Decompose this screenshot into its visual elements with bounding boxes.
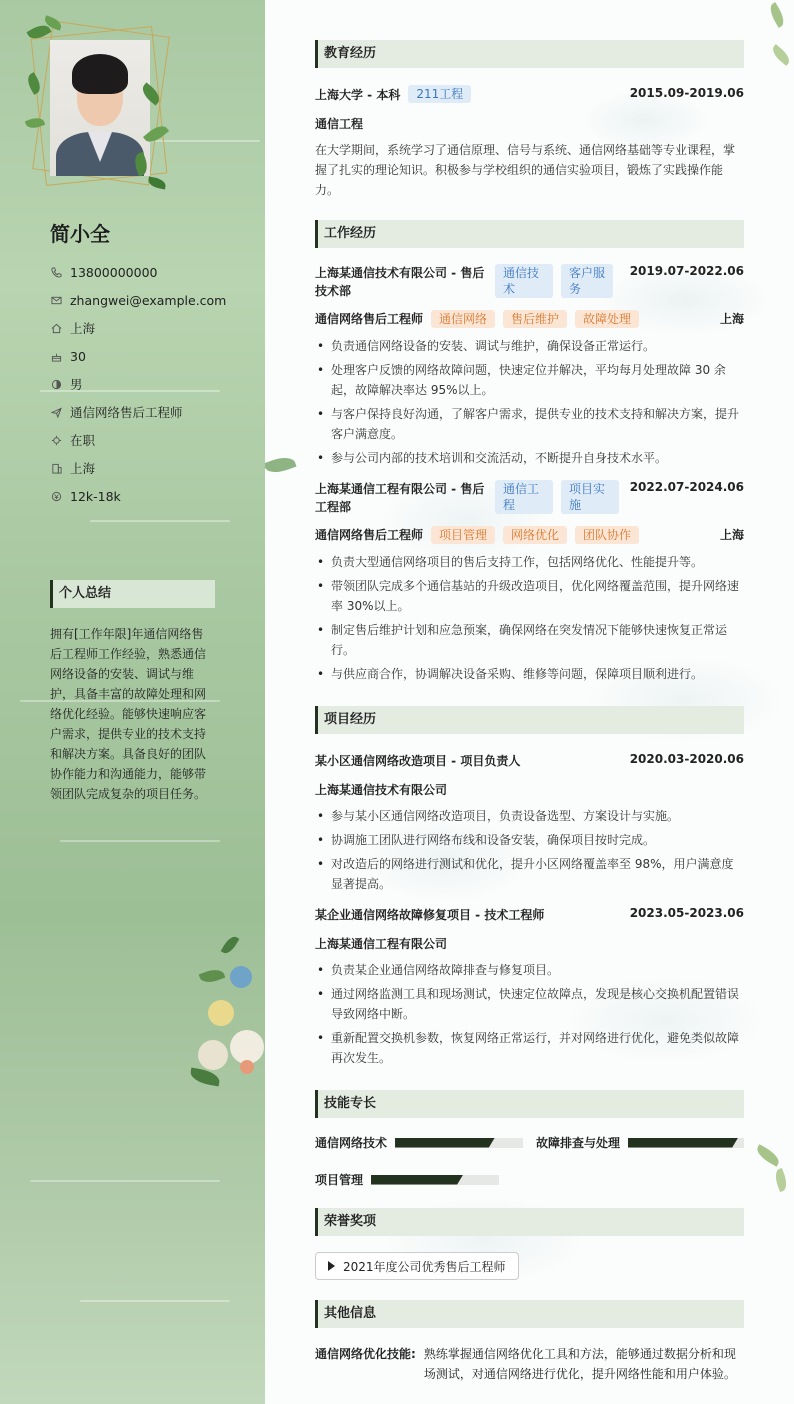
skill-bar-fill: [628, 1138, 738, 1148]
work-tag: 客户服务: [561, 264, 613, 298]
other-item: [315, 1344, 744, 1384]
work-section-title: 工作经历: [315, 220, 744, 248]
project-company: 上海某通信技术有限公司: [315, 783, 448, 797]
gender-icon: [50, 378, 62, 390]
education-header: [315, 86, 744, 103]
info-phone: [50, 258, 226, 286]
work-tag: 通信技术: [495, 264, 553, 298]
education-major: 通信工程: [315, 117, 364, 131]
work-role: 通信网络售后工程师: [315, 528, 424, 542]
project-header: [315, 752, 744, 769]
info-email: [50, 286, 226, 314]
project-bullet: • 协调施工团队进行网络布线和设备安装，确保项目按时完成。: [315, 830, 744, 850]
work-date: 2022.07-2024.06: [629, 480, 744, 494]
awards-list: [315, 1252, 744, 1280]
work-bullets: [315, 552, 744, 684]
work-role: 通信网络售后工程师: [315, 312, 424, 326]
send-icon: [50, 406, 62, 418]
project-company: 上海某通信工程有限公司: [315, 937, 448, 951]
project-bullet: • 重新配置交换机参数，恢复网络正常运行，并对网络进行优化，避免类似故障再次发生。: [315, 1028, 744, 1068]
skill-bar: [395, 1138, 523, 1148]
work-skill-tag: 项目管理: [431, 526, 495, 544]
info-status: [50, 426, 226, 454]
project-bullet: • 对改造后的网络进行测试和优化，提升小区网络覆盖率至 98%，用户满意度显著提高。: [315, 854, 744, 894]
work-company: 上海某通信技术有限公司 - 售后技术部: [315, 266, 485, 298]
education-school: 上海大学 - 本科: [315, 88, 401, 102]
project-date: 2023.05-2023.06: [629, 906, 744, 920]
work-bullet: • 与客户保持良好沟通，了解客户需求，提供专业的技术支持和解决方案，提升客户满意度。: [315, 404, 744, 444]
work-bullet: • 与供应商合作，协调解决设备采购、维修等问题，保障项目顺利进行。: [315, 664, 744, 684]
work-date: 2019.07-2022.06: [629, 264, 744, 278]
skill-bar-fill: [371, 1175, 463, 1185]
education-date: 2015.09-2019.06: [629, 86, 744, 100]
work-city: 上海: [719, 312, 744, 326]
skill-bar: [371, 1175, 499, 1185]
work-role-row: [315, 310, 744, 328]
project-date: 2020.03-2020.06: [629, 752, 744, 766]
other-item-key: 通信网络优化技能:: [315, 1347, 416, 1361]
project-bullet: • 通过网络监测工具和现场测试，快速定位故障点，发现是核心交换机配置错误导致网络中断。: [315, 984, 744, 1024]
info-location: [50, 314, 226, 342]
work-company: 上海某通信工程有限公司 - 售后工程部: [315, 482, 485, 514]
work-bullet: • 处理客户反馈的网络故障问题，快速定位并解决，平均每月处理故障 30 余起，故障解决率达 95%以上。: [315, 360, 744, 400]
work-skill-tag: 网络优化: [503, 526, 567, 544]
info-salary-text: 12k-18k: [70, 488, 121, 504]
project-name: 某企业通信网络故障修复项目 - 技术工程师: [315, 908, 545, 922]
work-bullet: • 负责大型通信网络项目的售后支持工作，包括网络优化、性能提升等。: [315, 552, 744, 572]
project-name: 某小区通信网络改造项目 - 项目负责人: [315, 754, 521, 768]
work-entry: [315, 264, 744, 468]
work-role-row: [315, 526, 744, 544]
skill-item: [536, 1134, 744, 1151]
work-entry-header: [315, 264, 744, 300]
skill-name: 故障排查与处理: [535, 1136, 620, 1150]
education-tag: 211工程: [408, 85, 471, 103]
work-tag: 通信工程: [495, 480, 553, 514]
info-position-text: 通信网络售后工程师: [70, 405, 183, 420]
project-entry: [315, 906, 744, 1068]
work-bullet: • 参与公司内部的技术培训和交流活动，不断提升自身技术水平。: [315, 448, 744, 468]
work-entry-header: [315, 480, 744, 516]
skill-item: [315, 1171, 499, 1188]
play-icon: [328, 1261, 335, 1271]
work-skill-tag: 团队协作: [575, 526, 639, 544]
info-phone-text: 13800000000: [70, 264, 158, 280]
project-bullet: • 参与某小区通信网络改造项目，负责设备选型、方案设计与实施。: [315, 806, 744, 826]
candidate-name: 简小全: [50, 222, 110, 246]
awards-section-title: 荣誉奖项: [315, 1208, 744, 1236]
education-section-title: 教育经历: [315, 40, 744, 68]
work-tag: 项目实施: [561, 480, 619, 514]
info-location-text: 上海: [70, 321, 96, 336]
work-bullet: • 制定售后维护计划和应急预案，确保网络在突发情况下能够快速恢复正常运行。: [315, 620, 744, 660]
info-salary: [50, 482, 226, 510]
flower-decoration: [190, 930, 265, 1090]
info-position: [50, 398, 226, 426]
work-bullet: • 负责通信网络设备的安装、调试与维护，确保设备正常运行。: [315, 336, 744, 356]
work-entry: [315, 480, 744, 684]
work-skill-tag: 故障处理: [575, 310, 639, 328]
phone-icon: [50, 266, 62, 278]
skill-item: [315, 1134, 523, 1151]
salary-icon: [50, 490, 62, 502]
work-bullet: • 带领团队完成多个通信基站的升级改造项目，优化网络覆盖范围，提升网络速率 30%以上。: [315, 576, 744, 616]
building-icon: [50, 462, 62, 474]
skills-section-title: 技能专长: [315, 1090, 744, 1118]
projects-section-title: 项目经历: [315, 706, 744, 734]
summary-section-title: 个人总结: [50, 580, 215, 608]
info-gender: [50, 370, 226, 398]
info-status-text: 在职: [70, 433, 96, 448]
education-description: 在大学期间，系统学习了通信原理、信号与系统、通信网络基础等专业课程，掌握了扎实的理论知识。积极参与学校组织的通信实验项目，锻炼了实践操作能力。: [315, 143, 736, 197]
sidebar: [0, 0, 265, 1404]
info-email-text: zhangwei@example.com: [70, 292, 227, 308]
skill-name: 通信网络技术: [315, 1136, 388, 1150]
work-skill-tag: 售后维护: [503, 310, 567, 328]
summary-text: 拥有[工作年限]年通信网络售后工程师工作经验，熟悉通信网络设备的安装、调试与维护，具备丰富的故障处理和网络优化经验。能够快速响应客户需求，提供专业的技术支持和解决方案。具备良好的团队协作能力和沟通能力，能够带领团队完成复杂的项目任务。: [50, 627, 207, 801]
project-bullet: • 负责某企业通信网络故障排查与修复项目。: [315, 960, 744, 980]
work-skill-tag: 通信网络: [431, 310, 495, 328]
info-age-text: 30: [70, 348, 86, 364]
info-work-city-text: 上海: [70, 461, 96, 476]
project-header: [315, 906, 744, 923]
project-entry: [315, 752, 744, 894]
work-bullets: [315, 336, 744, 468]
contact-info-list: [50, 258, 226, 510]
skill-name: 项目管理: [315, 1173, 364, 1187]
info-gender-text: 男: [70, 377, 83, 392]
award-text: 2021年度公司优秀售后工程师: [343, 1259, 506, 1274]
skill-bar-fill: [395, 1138, 495, 1148]
main-content: [265, 0, 794, 1404]
skills-row: [315, 1169, 744, 1188]
other-section-title: 其他信息: [315, 1300, 744, 1328]
skill-bar: [628, 1138, 744, 1148]
work-city: 上海: [719, 528, 744, 542]
home-icon: [50, 322, 62, 334]
project-bullets: [315, 960, 744, 1068]
cake-icon: [50, 350, 62, 362]
skills-row: [315, 1134, 744, 1151]
avatar-frame: [24, 18, 174, 198]
project-bullets: [315, 806, 744, 894]
email-icon: [50, 294, 62, 306]
info-age: [50, 342, 226, 370]
award-item: [315, 1252, 519, 1280]
status-icon: [50, 434, 62, 446]
info-work-city: [50, 454, 226, 482]
other-item-value: 熟练掌握通信网络优化工具和方法，能够通过数据分析和现场测试，对通信网络进行优化，提升网络性能和用户体验。: [423, 1347, 736, 1381]
